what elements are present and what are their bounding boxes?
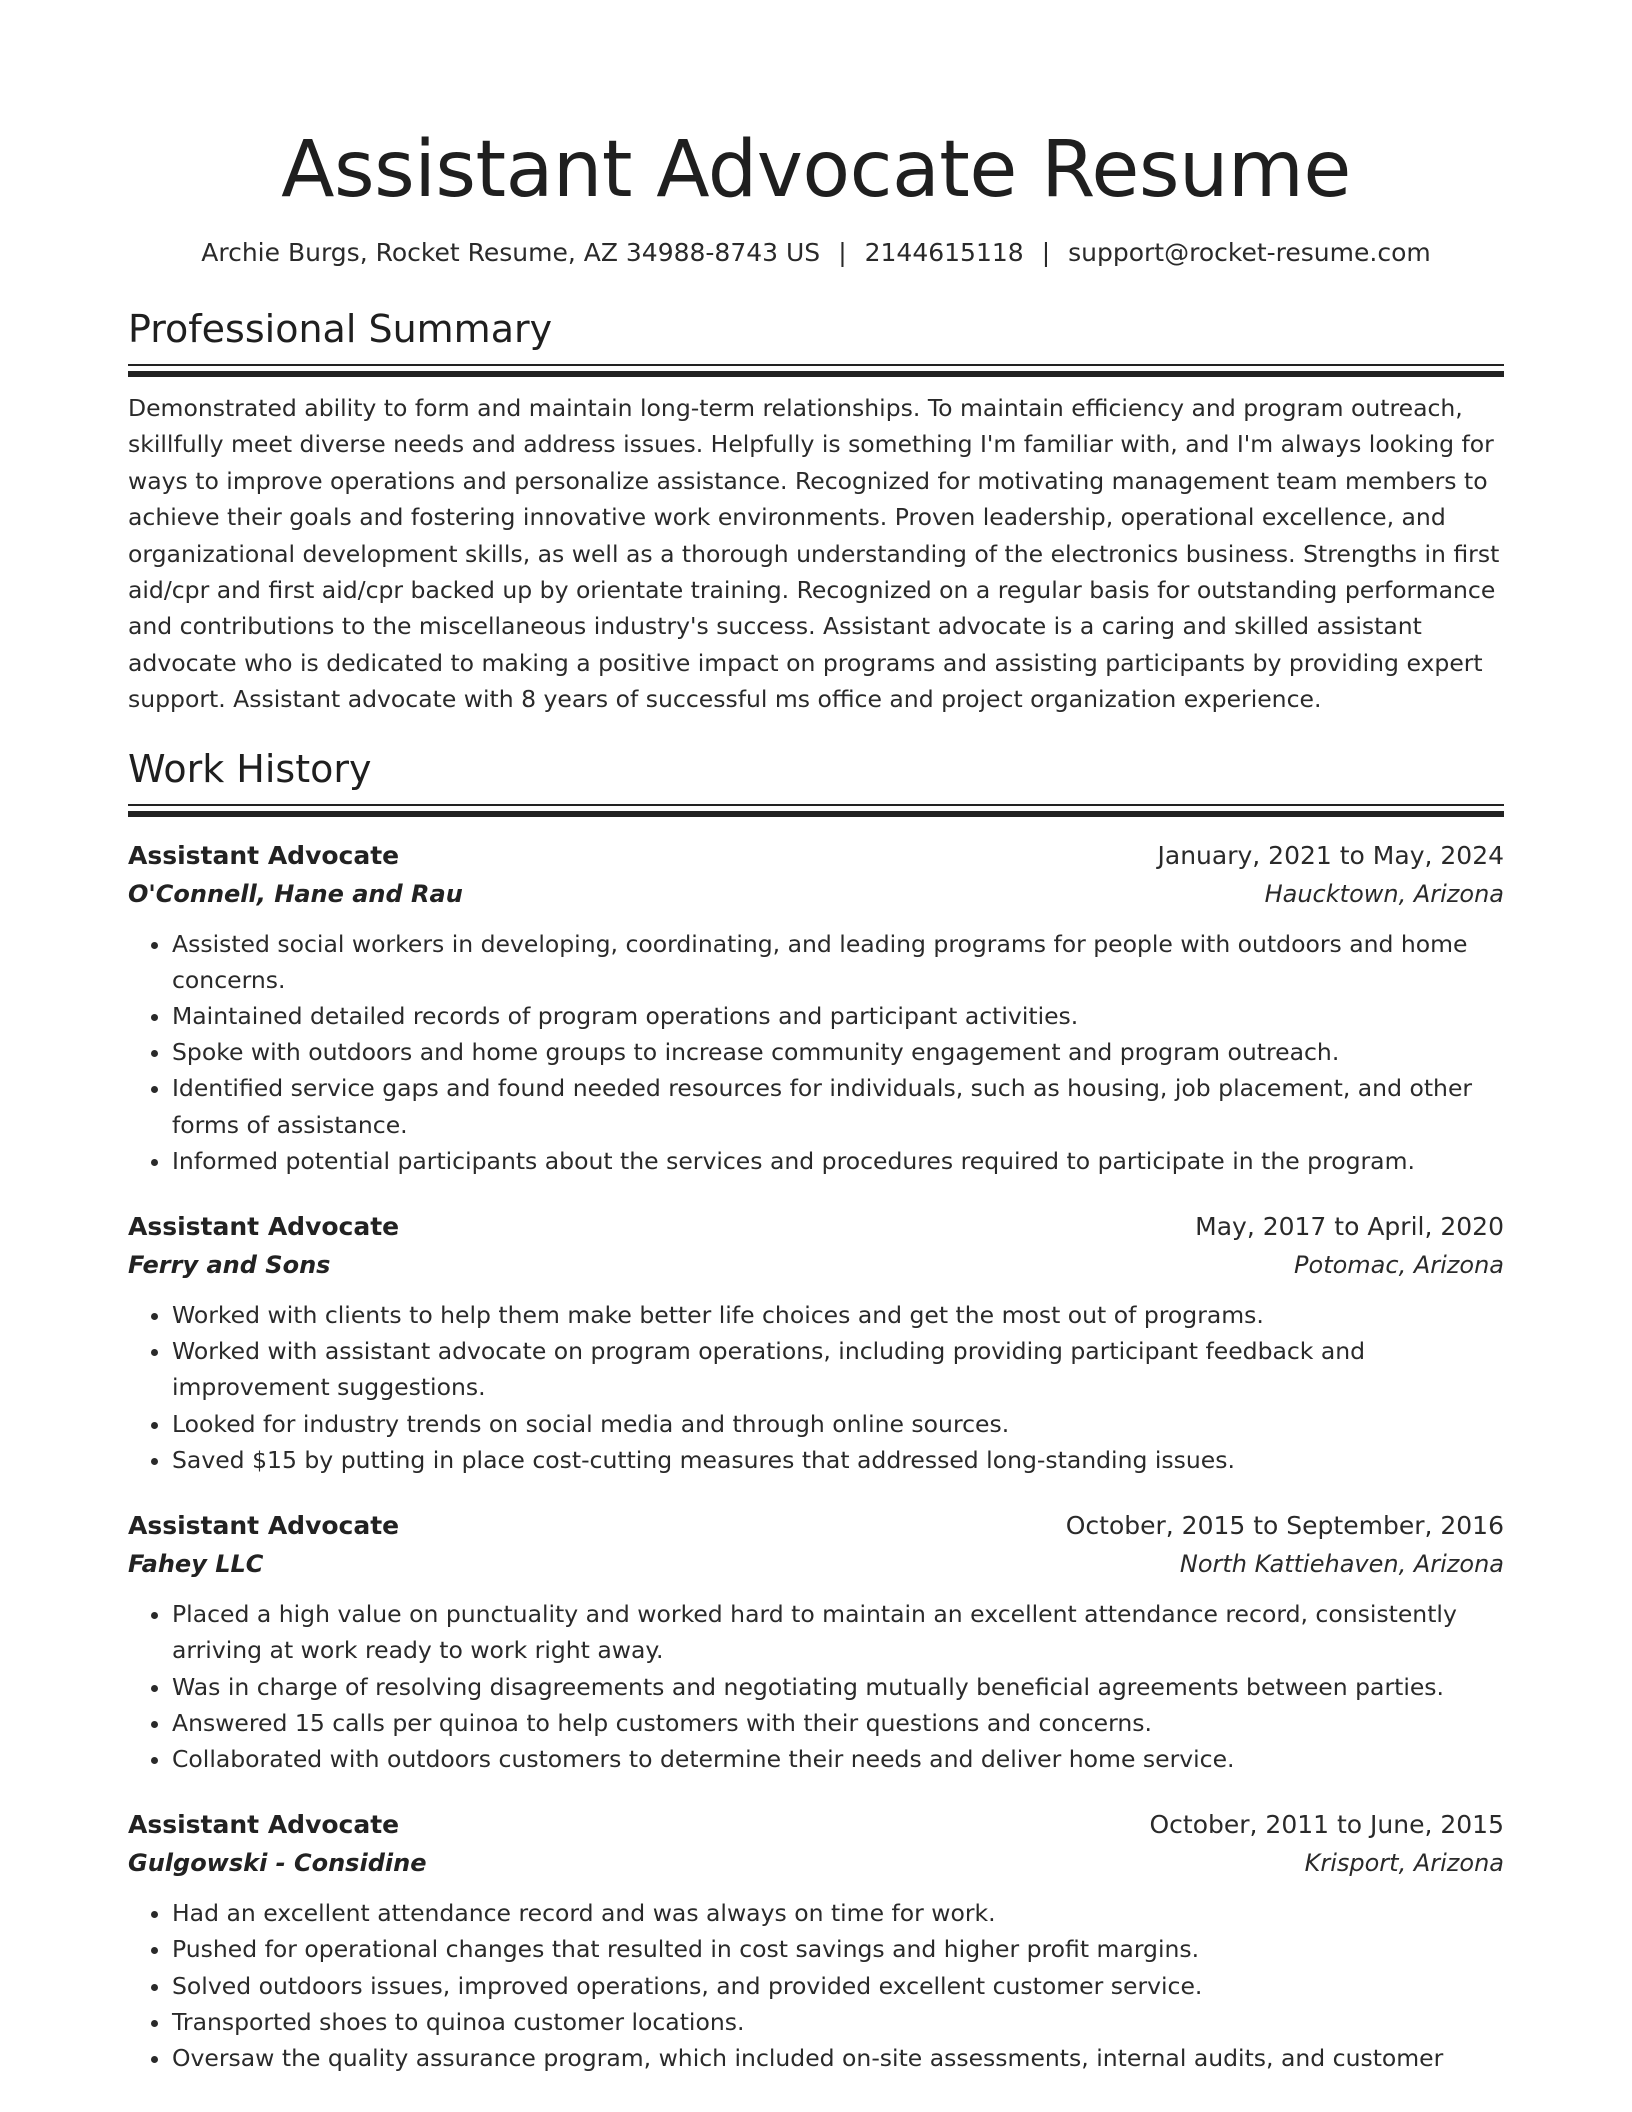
page-title: Assistant Advocate Resume <box>281 125 1351 215</box>
contact-address: Archie Burgs, Rocket Resume, AZ 34988-8743 US <box>201 238 821 267</box>
list-item: • Maintained detailed records of program operations and participant activities. <box>172 998 1504 1034</box>
list-item: • Assisted social workers in developing, coordinating, and leading programs for people with outdoors and home concerns. <box>172 926 1504 998</box>
job-company: Ferry and Sons <box>128 1251 331 1280</box>
section-divider <box>128 804 1504 818</box>
job-company: O'Connell, Hane and Rau <box>128 879 463 908</box>
resume-page <box>128 0 1504 2076</box>
section-heading-work-history: Work History <box>128 746 372 791</box>
contact-separator: | <box>1041 238 1051 267</box>
job-entry <box>128 1209 1504 1478</box>
contact-separator: | <box>838 238 847 267</box>
job-entry <box>128 1807 1504 2076</box>
list-item: • Placed a high value on punctuality and worked hard to maintain an excellent attendance record, consistently arriving at work ready to work right away. <box>172 1596 1504 1668</box>
list-item: • Was in charge of resolving disagreements and negotiating mutually beneficial agreements between parties. <box>172 1669 1504 1705</box>
section-heading-summary: Professional Summary <box>128 307 553 351</box>
job-location: Haucktown, Arizona <box>1264 879 1504 908</box>
job-location: North Kattiehaven, Arizona <box>1179 1550 1504 1579</box>
job-title: Assistant Advocate <box>128 1810 400 1840</box>
list-item: • Solved outdoors issues, improved operations, and provided excellent customer service. <box>172 1968 1504 2004</box>
list-item: • Pushed for operational changes that resulted in cost savings and higher profit margins. <box>172 1931 1504 1967</box>
list-item: • Collaborated with outdoors customers to determine their needs and deliver home service. <box>172 1741 1504 1777</box>
list-item: • Looked for industry trends on social media and through online sources. <box>172 1406 1504 1442</box>
job-dates: January, 2021 to May, 2024 <box>1157 840 1504 870</box>
contact-phone: 2144615118 <box>864 238 1024 267</box>
job-dates: October, 2015 to September, 2016 <box>1065 1511 1504 1541</box>
job-dates: May, 2017 to April, 2020 <box>1195 1212 1504 1242</box>
professional-summary-section <box>128 306 1504 718</box>
job-company: Gulgowski - Considine <box>128 1849 427 1878</box>
job-dates: October, 2011 to June, 2015 <box>1149 1810 1504 1840</box>
job-title: Assistant Advocate <box>128 1511 400 1541</box>
work-history-section <box>128 746 1504 2076</box>
list-item: • Saved $15 by putting in place cost-cutting measures that addressed long-standing issues. <box>172 1442 1504 1478</box>
job-location: Potomac, Arizona <box>1294 1251 1504 1280</box>
job-bullets <box>128 1297 1504 1478</box>
list-item: • Transported shoes to quinoa customer locations. <box>172 2004 1504 2040</box>
job-bullets <box>128 926 1504 1179</box>
list-item: • Worked with clients to help them make better life choices and get the most out of programs. <box>172 1297 1504 1333</box>
job-bullets <box>128 1895 1504 2076</box>
job-bullets <box>128 1596 1504 1777</box>
list-item: • Identified service gaps and found needed resources for individuals, such as housing, job placement, and other forms of assistance. <box>172 1070 1504 1142</box>
list-item: • Oversaw the quality assurance program, which included on-site assessments, internal audits, and customer <box>172 2040 1504 2076</box>
job-location: Krisport, Arizona <box>1304 1849 1504 1878</box>
contact-email: support@rocket-resume.com <box>1068 238 1431 267</box>
job-entry <box>128 1508 1504 1777</box>
summary-text: Demonstrated ability to form and maintain long-term relationships. To maintain efficiency and program outreach, skillfully meet diverse needs and address issues. Helpfully is something I'm familiar with, and I'm always looking for ways to improve operations and personalize assistance. Recognized for motivating management team members to achieve their goals and fostering innovative work environments. Proven leadership, operational excellence, and organizational development skills, as well as a thorough understanding of the electronics business. Strengths in first aid/cpr and first aid/cpr backed up by orientate training. Recognized on a regular basis for outstanding performance and contributions to the miscellaneous industry's success. Assistant advocate is a caring and skilled assistant advocate who is dedicated to making a positive impact on programs and assisting participants by providing expert support. Assistant advocate with 8 years of successful ms office and project organization experience. <box>128 394 1500 714</box>
list-item: • Worked with assistant advocate on program operations, including providing participant feedback and improvement suggestions. <box>172 1333 1504 1405</box>
job-entry <box>128 838 1504 1179</box>
list-item: • Informed potential participants about the services and procedures required to participate in the program. <box>172 1143 1504 1179</box>
job-title: Assistant Advocate <box>128 1212 400 1242</box>
list-item: • Spoke with outdoors and home groups to increase community engagement and program outreach. <box>172 1034 1504 1070</box>
list-item: • Had an excellent attendance record and was always on time for work. <box>172 1895 1504 1931</box>
list-item: • Answered 15 calls per quinoa to help customers with their questions and concerns. <box>172 1705 1504 1741</box>
contact-line <box>128 236 1504 270</box>
section-divider <box>128 364 1504 378</box>
job-title: Assistant Advocate <box>128 840 400 870</box>
job-company: Fahey LLC <box>128 1550 264 1579</box>
